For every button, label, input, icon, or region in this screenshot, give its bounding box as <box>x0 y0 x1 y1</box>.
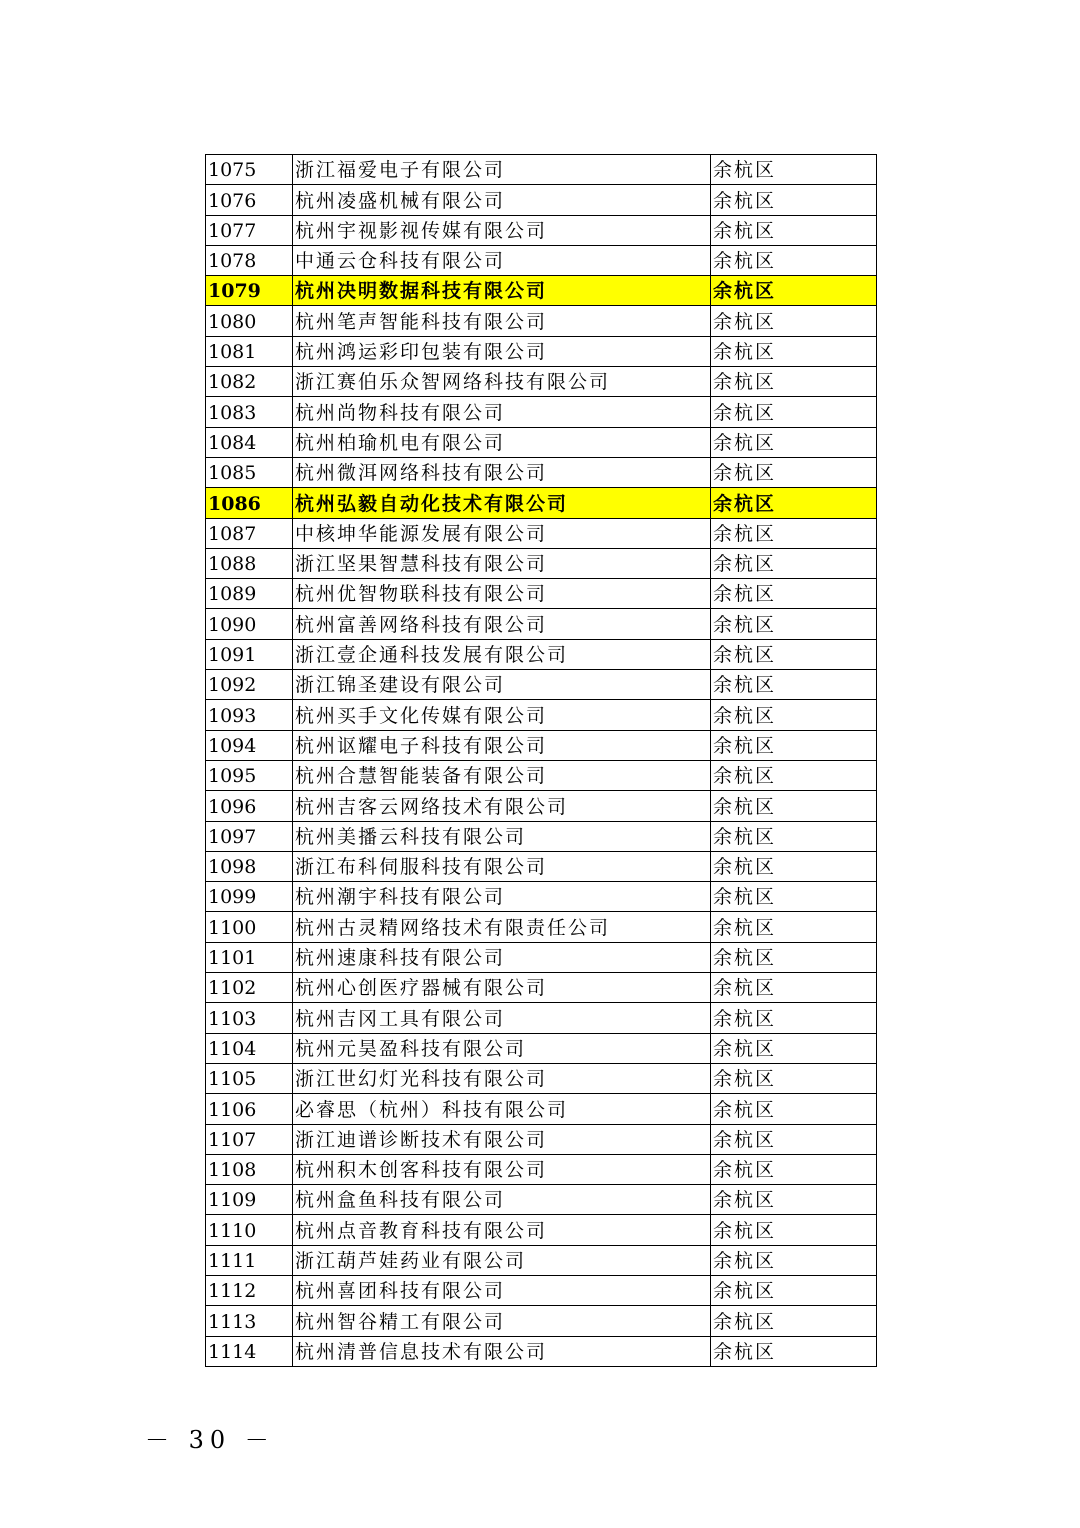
serial-number-cell: 1113 <box>206 1306 293 1336</box>
company-name-cell: 杭州古灵精网络技术有限责任公司 <box>293 912 711 942</box>
serial-number-cell: 1094 <box>206 730 293 760</box>
company-list-table <box>205 154 877 1367</box>
district-cell: 余杭区 <box>711 457 877 487</box>
company-name-cell: 浙江坚果智慧科技有限公司 <box>293 548 711 578</box>
district-cell: 余杭区 <box>711 791 877 821</box>
district-cell: 余杭区 <box>711 1154 877 1184</box>
page-number: － 30 － <box>145 1426 275 1454</box>
company-name-cell: 杭州尚物科技有限公司 <box>293 397 711 427</box>
district-cell: 余杭区 <box>711 851 877 881</box>
serial-number-cell: 1110 <box>206 1215 293 1245</box>
district-cell: 余杭区 <box>711 1094 877 1124</box>
district-cell: 余杭区 <box>711 760 877 790</box>
table-row <box>206 1275 877 1305</box>
district-cell: 余杭区 <box>711 185 877 215</box>
district-cell: 余杭区 <box>711 700 877 730</box>
table-row <box>206 639 877 669</box>
serial-number-cell: 1103 <box>206 1003 293 1033</box>
company-name-cell: 杭州买手文化传媒有限公司 <box>293 700 711 730</box>
serial-number-cell: 1081 <box>206 336 293 366</box>
district-cell: 余杭区 <box>711 942 877 972</box>
table-row <box>206 851 877 881</box>
company-name-cell: 杭州元昊盈科技有限公司 <box>293 1033 711 1063</box>
district-cell: 余杭区 <box>711 367 877 397</box>
serial-number-cell: 1076 <box>206 185 293 215</box>
company-name-cell: 杭州笔声智能科技有限公司 <box>293 306 711 336</box>
district-cell: 余杭区 <box>711 276 877 306</box>
company-name-cell: 杭州喜团科技有限公司 <box>293 1275 711 1305</box>
district-cell: 余杭区 <box>711 1336 877 1366</box>
district-cell: 余杭区 <box>711 548 877 578</box>
company-list-body <box>206 155 877 1367</box>
table-row <box>206 306 877 336</box>
table-row <box>206 336 877 366</box>
district-cell: 余杭区 <box>711 1275 877 1305</box>
company-name-cell: 杭州富善网络科技有限公司 <box>293 609 711 639</box>
district-cell: 余杭区 <box>711 730 877 760</box>
company-name-cell: 杭州讴耀电子科技有限公司 <box>293 730 711 760</box>
serial-number-cell: 1107 <box>206 1124 293 1154</box>
district-cell: 余杭区 <box>711 427 877 457</box>
company-name-cell: 杭州美播云科技有限公司 <box>293 821 711 851</box>
serial-number-cell: 1083 <box>206 397 293 427</box>
company-name-cell: 浙江迪谱诊断技术有限公司 <box>293 1124 711 1154</box>
serial-number-cell: 1108 <box>206 1154 293 1184</box>
serial-number-cell: 1082 <box>206 367 293 397</box>
serial-number-cell: 1079 <box>206 276 293 306</box>
table-row <box>206 488 877 518</box>
company-name-cell: 浙江葫芦娃药业有限公司 <box>293 1245 711 1275</box>
table-row <box>206 215 877 245</box>
serial-number-cell: 1093 <box>206 700 293 730</box>
serial-number-cell: 1111 <box>206 1245 293 1275</box>
table-row <box>206 1215 877 1245</box>
serial-number-cell: 1105 <box>206 1063 293 1093</box>
company-name-cell: 杭州微洱网络科技有限公司 <box>293 457 711 487</box>
district-cell: 余杭区 <box>711 1185 877 1215</box>
serial-number-cell: 1085 <box>206 457 293 487</box>
company-name-cell: 杭州决明数据科技有限公司 <box>293 276 711 306</box>
company-name-cell: 杭州吉客云网络技术有限公司 <box>293 791 711 821</box>
serial-number-cell: 1077 <box>206 215 293 245</box>
company-name-cell: 必睿思（杭州）科技有限公司 <box>293 1094 711 1124</box>
table-row <box>206 1154 877 1184</box>
serial-number-cell: 1098 <box>206 851 293 881</box>
table-row <box>206 670 877 700</box>
district-cell: 余杭区 <box>711 215 877 245</box>
table-row <box>206 1245 877 1275</box>
serial-number-cell: 1106 <box>206 1094 293 1124</box>
table-row <box>206 760 877 790</box>
table-row <box>206 821 877 851</box>
district-cell: 余杭区 <box>711 609 877 639</box>
company-name-cell: 杭州鸿运彩印包装有限公司 <box>293 336 711 366</box>
serial-number-cell: 1091 <box>206 639 293 669</box>
company-name-cell: 杭州宇视影视传媒有限公司 <box>293 215 711 245</box>
table-row <box>206 973 877 1003</box>
district-cell: 余杭区 <box>711 1063 877 1093</box>
serial-number-cell: 1101 <box>206 942 293 972</box>
company-name-cell: 中核坤华能源发展有限公司 <box>293 518 711 548</box>
table-row <box>206 548 877 578</box>
serial-number-cell: 1088 <box>206 548 293 578</box>
company-name-cell: 浙江锦圣建设有限公司 <box>293 670 711 700</box>
table-row <box>206 609 877 639</box>
district-cell: 余杭区 <box>711 488 877 518</box>
district-cell: 余杭区 <box>711 882 877 912</box>
district-cell: 余杭区 <box>711 912 877 942</box>
district-cell: 余杭区 <box>711 579 877 609</box>
serial-number-cell: 1112 <box>206 1275 293 1305</box>
table-row <box>206 579 877 609</box>
table-row <box>206 155 877 185</box>
district-cell: 余杭区 <box>711 306 877 336</box>
district-cell: 余杭区 <box>711 336 877 366</box>
company-name-cell: 杭州速康科技有限公司 <box>293 942 711 972</box>
table-row <box>206 1003 877 1033</box>
district-cell: 余杭区 <box>711 1033 877 1063</box>
table-row <box>206 1336 877 1366</box>
company-name-cell: 杭州智谷精工有限公司 <box>293 1306 711 1336</box>
company-name-cell: 浙江世幻灯光科技有限公司 <box>293 1063 711 1093</box>
company-name-cell: 杭州优智物联科技有限公司 <box>293 579 711 609</box>
serial-number-cell: 1096 <box>206 791 293 821</box>
company-name-cell: 杭州清普信息技术有限公司 <box>293 1336 711 1366</box>
serial-number-cell: 1097 <box>206 821 293 851</box>
district-cell: 余杭区 <box>711 155 877 185</box>
company-name-cell: 杭州潮宇科技有限公司 <box>293 882 711 912</box>
company-name-cell: 浙江赛伯乐众智网络科技有限公司 <box>293 367 711 397</box>
serial-number-cell: 1080 <box>206 306 293 336</box>
district-cell: 余杭区 <box>711 821 877 851</box>
table-row <box>206 730 877 760</box>
table-row <box>206 367 877 397</box>
serial-number-cell: 1095 <box>206 760 293 790</box>
serial-number-cell: 1092 <box>206 670 293 700</box>
serial-number-cell: 1084 <box>206 427 293 457</box>
company-name-cell: 杭州盒鱼科技有限公司 <box>293 1185 711 1215</box>
company-name-cell: 杭州合慧智能装备有限公司 <box>293 760 711 790</box>
serial-number-cell: 1075 <box>206 155 293 185</box>
district-cell: 余杭区 <box>711 670 877 700</box>
company-name-cell: 浙江福爱电子有限公司 <box>293 155 711 185</box>
district-cell: 余杭区 <box>711 1245 877 1275</box>
serial-number-cell: 1100 <box>206 912 293 942</box>
table-row <box>206 185 877 215</box>
table-row <box>206 397 877 427</box>
serial-number-cell: 1099 <box>206 882 293 912</box>
table-row <box>206 1306 877 1336</box>
company-name-cell: 杭州吉冈工具有限公司 <box>293 1003 711 1033</box>
company-name-cell: 杭州柏瑜机电有限公司 <box>293 427 711 457</box>
table-row <box>206 942 877 972</box>
serial-number-cell: 1089 <box>206 579 293 609</box>
district-cell: 余杭区 <box>711 397 877 427</box>
district-cell: 余杭区 <box>711 245 877 275</box>
district-cell: 余杭区 <box>711 1306 877 1336</box>
table-row <box>206 882 877 912</box>
company-name-cell: 杭州点音教育科技有限公司 <box>293 1215 711 1245</box>
district-cell: 余杭区 <box>711 1124 877 1154</box>
company-name-cell: 中通云仓科技有限公司 <box>293 245 711 275</box>
table-row <box>206 1063 877 1093</box>
table-row <box>206 912 877 942</box>
company-name-cell: 杭州积木创客科技有限公司 <box>293 1154 711 1184</box>
table-row <box>206 700 877 730</box>
serial-number-cell: 1109 <box>206 1185 293 1215</box>
district-cell: 余杭区 <box>711 973 877 1003</box>
table-row <box>206 1094 877 1124</box>
table-row <box>206 1185 877 1215</box>
serial-number-cell: 1104 <box>206 1033 293 1063</box>
serial-number-cell: 1087 <box>206 518 293 548</box>
table-row <box>206 276 877 306</box>
table-row <box>206 427 877 457</box>
company-name-cell: 杭州凌盛机械有限公司 <box>293 185 711 215</box>
company-name-cell: 浙江布科伺服科技有限公司 <box>293 851 711 881</box>
district-cell: 余杭区 <box>711 1003 877 1033</box>
table-row <box>206 1033 877 1063</box>
table-row <box>206 245 877 275</box>
table-row <box>206 1124 877 1154</box>
table-row <box>206 457 877 487</box>
serial-number-cell: 1078 <box>206 245 293 275</box>
district-cell: 余杭区 <box>711 1215 877 1245</box>
district-cell: 余杭区 <box>711 639 877 669</box>
district-cell: 余杭区 <box>711 518 877 548</box>
serial-number-cell: 1090 <box>206 609 293 639</box>
table-row <box>206 791 877 821</box>
company-name-cell: 杭州心创医疗器械有限公司 <box>293 973 711 1003</box>
serial-number-cell: 1102 <box>206 973 293 1003</box>
company-name-cell: 杭州弘毅自动化技术有限公司 <box>293 488 711 518</box>
serial-number-cell: 1114 <box>206 1336 293 1366</box>
table-row <box>206 518 877 548</box>
company-name-cell: 浙江壹企通科技发展有限公司 <box>293 639 711 669</box>
serial-number-cell: 1086 <box>206 488 293 518</box>
